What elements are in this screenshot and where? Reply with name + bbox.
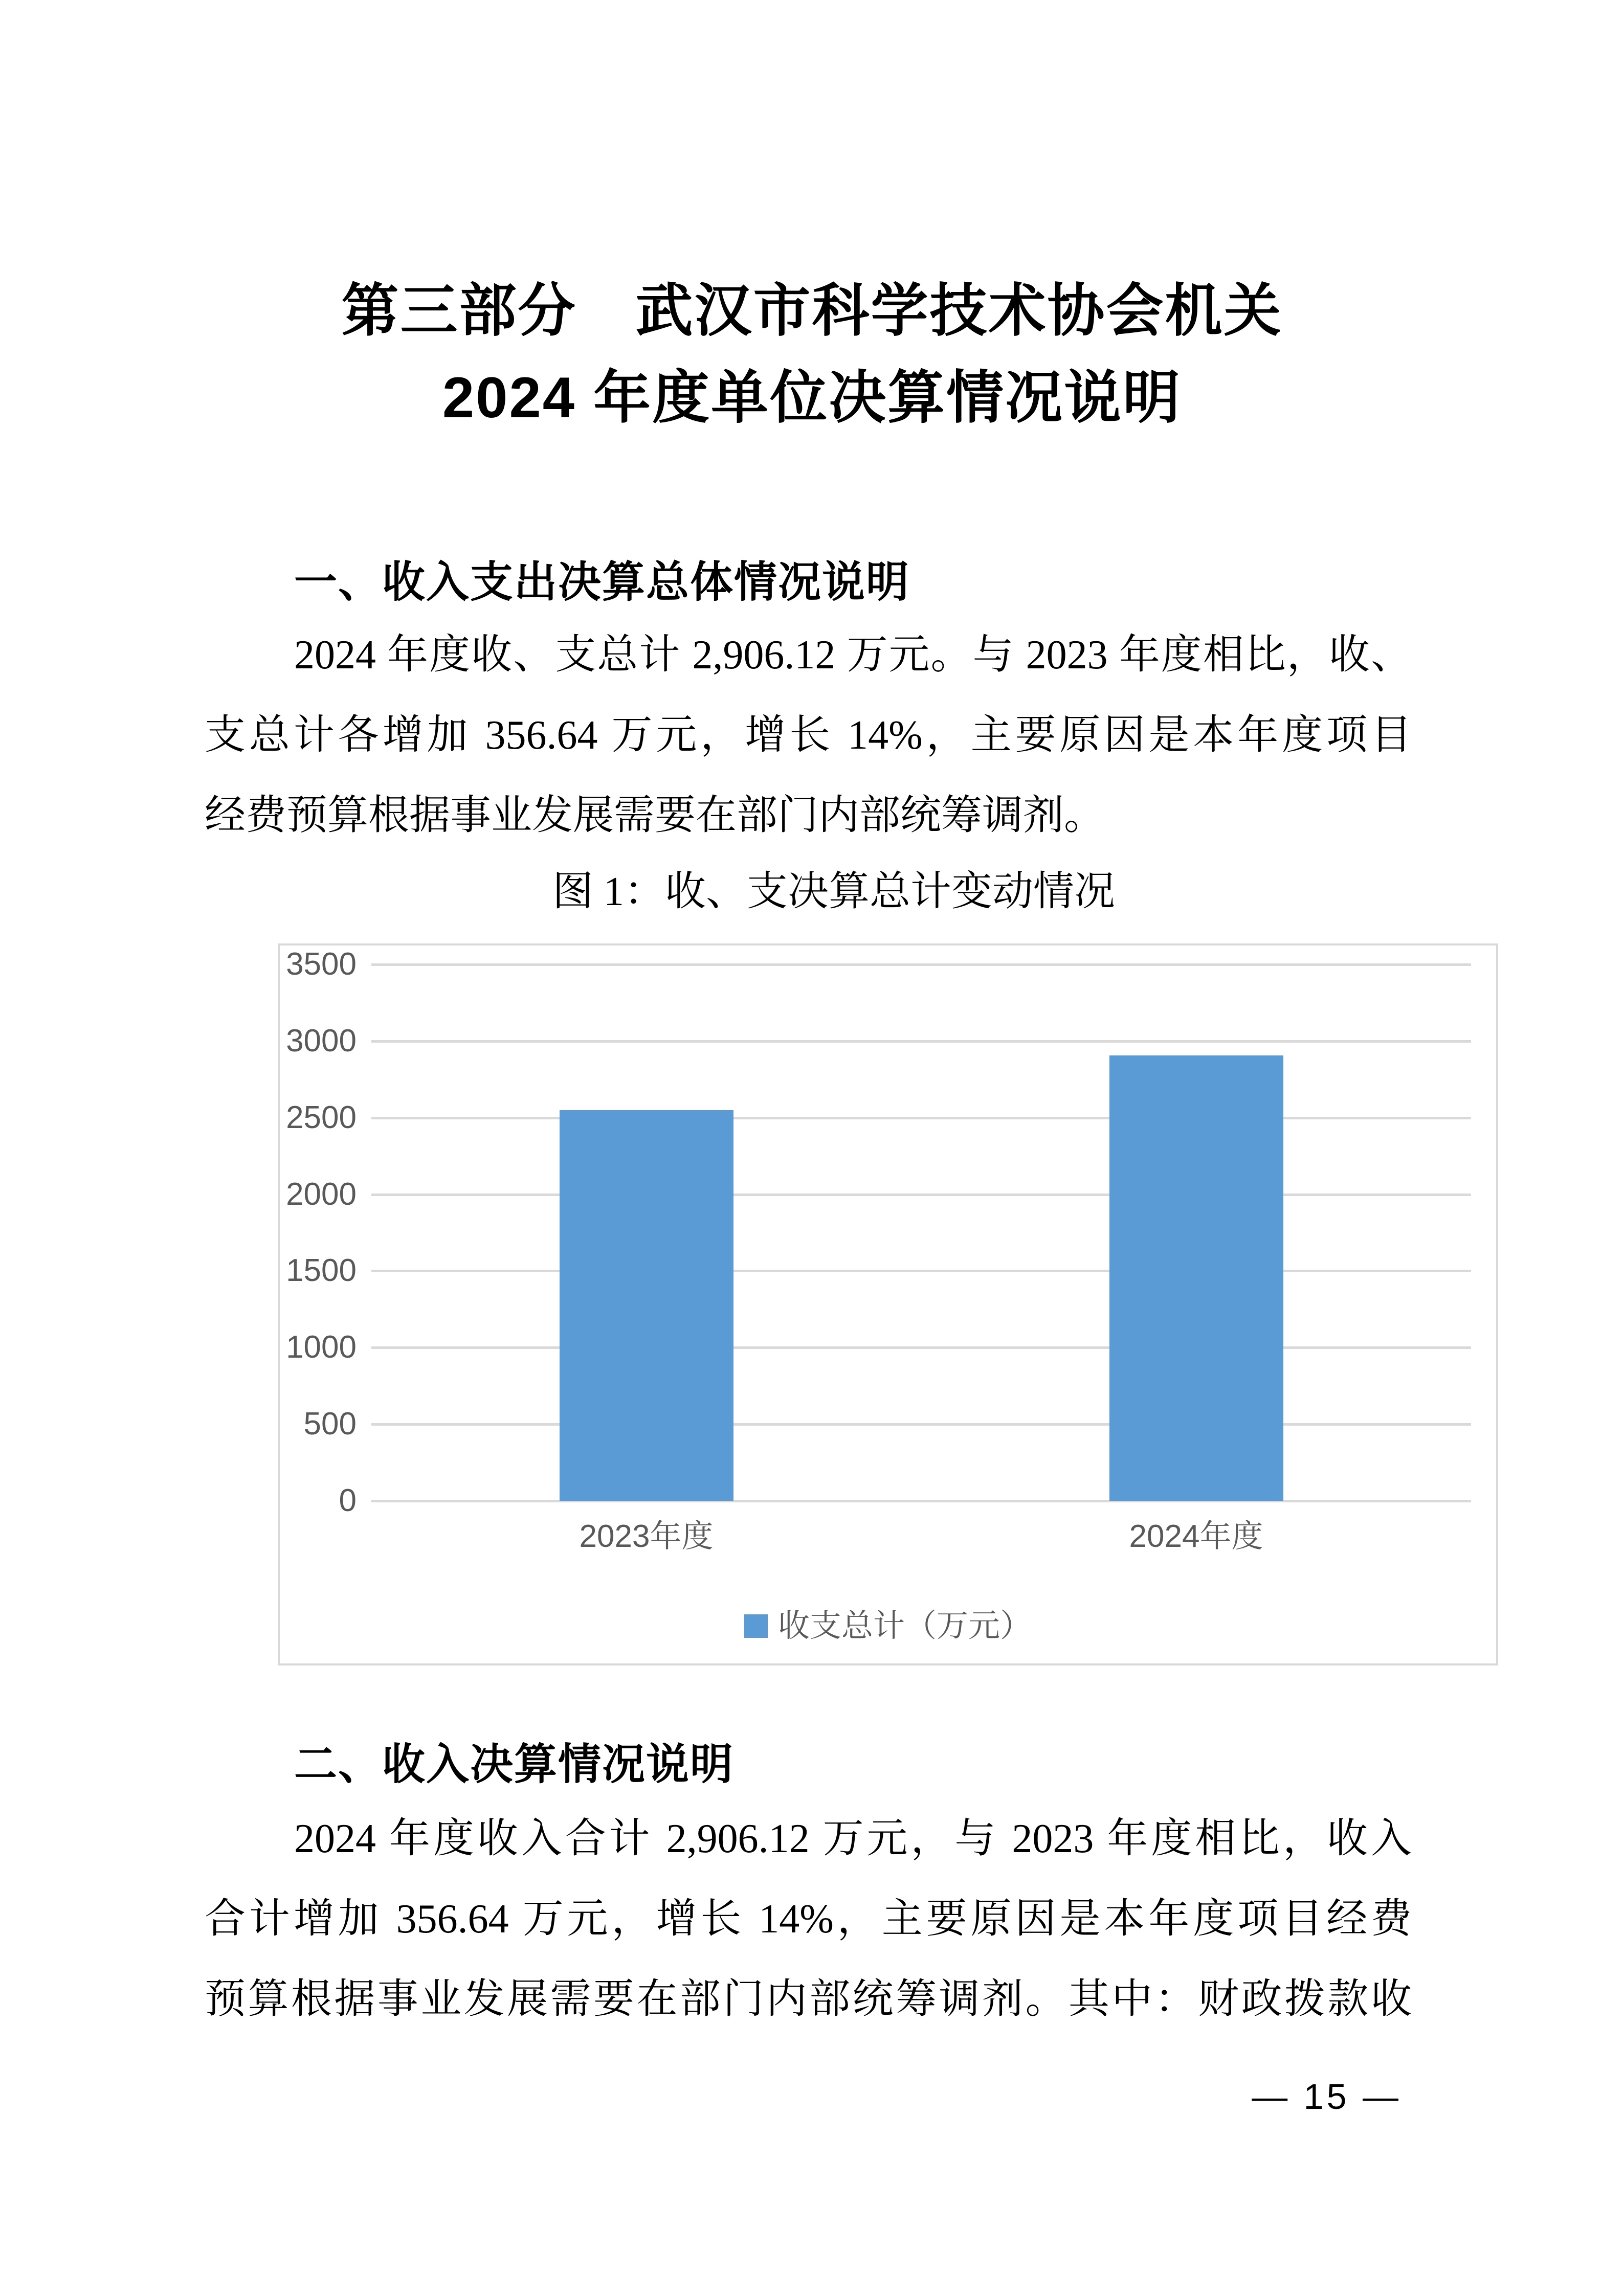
y-axis-tick-label: 3000 [286, 1023, 357, 1059]
section2-heading: 二、收入决算情况说明 [294, 1740, 735, 1788]
chart-gridline [371, 1117, 1471, 1119]
chart-gridline [371, 1423, 1471, 1426]
chart-legend [280, 1608, 1496, 1645]
y-axis-tick-label: 2000 [286, 1176, 357, 1212]
legend-marker [744, 1614, 768, 1638]
chart-gridline [371, 1194, 1471, 1196]
y-axis-tick-label: 500 [303, 1406, 357, 1442]
chart-gridline [371, 1346, 1471, 1349]
document-title-line1: 第三部分 武汉市科学技术协会机关 [341, 279, 1283, 343]
x-axis-label: 2024年度 [1129, 1519, 1263, 1554]
paragraph-line: 合计增加 356.64 万元，增长 14%，主要原因是本年度项目经费 [205, 1897, 1412, 1942]
paragraph-line: 经费预算根据事业发展需要在部门内部统筹调剂。 [205, 793, 1105, 838]
y-axis-tick-label: 1000 [286, 1330, 357, 1365]
paragraph-line: 预算根据事业发展需要在部门内部统筹调剂。其中：财政拨款收 [205, 1977, 1412, 2022]
y-axis-tick-label: 3500 [286, 947, 357, 982]
x-axis-label: 2023年度 [579, 1519, 714, 1554]
paragraph-line: 2024 年度收入合计 2,906.12 万元，与 2023 年度相比，收入 [294, 1816, 1412, 1861]
bar-chart [278, 943, 1498, 1665]
chart-gridline [371, 1040, 1471, 1043]
document-title-line2: 2024 年度单位决算情况说明 [442, 366, 1182, 430]
section1-heading: 一、收入支出决算总体情况说明 [294, 558, 910, 606]
legend-label: 收支总计（万元） [777, 1608, 1032, 1644]
bar-2023年度 [560, 1110, 733, 1501]
bar-2024年度 [1109, 1055, 1283, 1501]
y-axis-tick-label: 2500 [286, 1099, 357, 1135]
figure-caption: 图 1：收、支决算总计变动情况 [552, 869, 1115, 914]
y-axis-tick-label: 1500 [286, 1253, 357, 1289]
y-axis-tick-label: 0 [339, 1483, 357, 1518]
chart-gridline [371, 963, 1471, 966]
paragraph-line: 2024 年度收、支总计 2,906.12 万元。与 2023 年度相比，收、 [294, 633, 1412, 678]
chart-gridline [371, 1270, 1471, 1272]
paragraph-line: 支总计各增加 356.64 万元，增长 14%，主要原因是本年度项目 [205, 713, 1412, 758]
page-number: — 15 — [1252, 2077, 1401, 2117]
chart-gridline [371, 1500, 1471, 1502]
